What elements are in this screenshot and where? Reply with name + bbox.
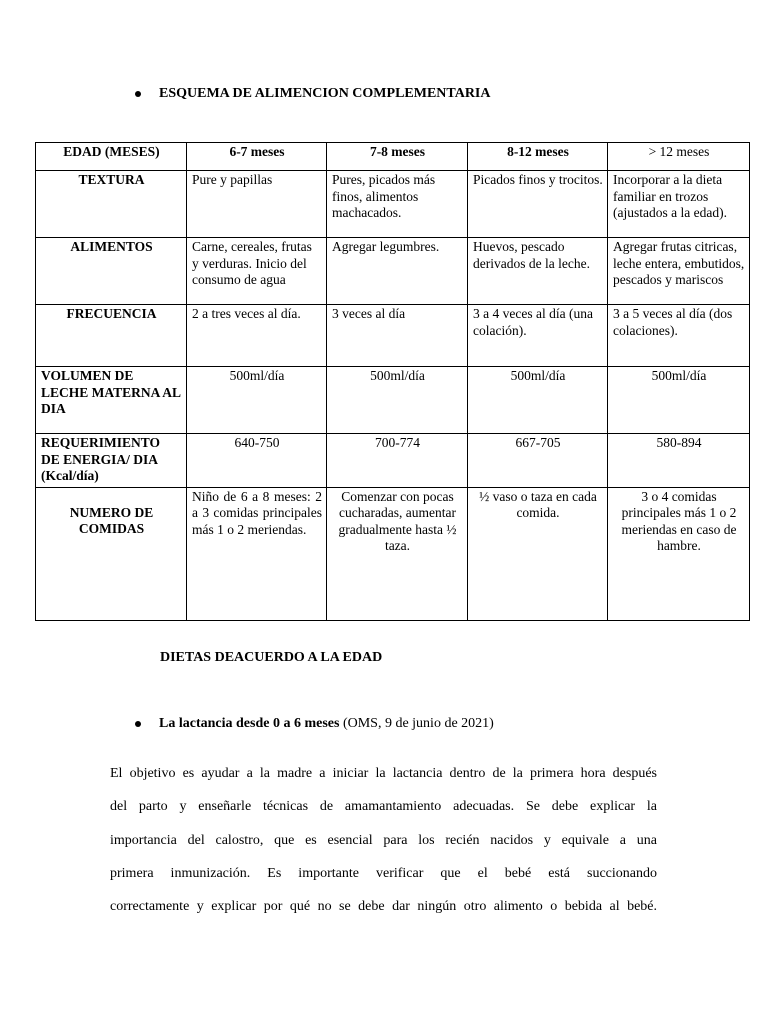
table-cell: 500ml/día xyxy=(327,367,468,434)
table-cell: 667-705 xyxy=(468,434,608,488)
lactancia-line xyxy=(159,716,494,732)
table-row xyxy=(36,305,750,367)
table-cell: Pures, picados más finos, alimentos machacados. xyxy=(327,171,468,238)
heading-bullet xyxy=(135,86,491,102)
table-cell: 2 a tres veces al día. xyxy=(187,305,327,367)
table-row xyxy=(36,434,750,488)
table-cell: Incorporar a la dieta familiar en trozos (ajustados a la edad). xyxy=(608,171,750,238)
paragraph-line: del parto y enseñarle técnicas de amamantamiento adecuadas. Se debe explicar la xyxy=(110,799,657,815)
table-cell: 500ml/día xyxy=(468,367,608,434)
table-row xyxy=(36,171,750,238)
paragraph-line: correctamente y explicar por qué no se debe dar ningún otro alimento o bebida al bebé. xyxy=(110,899,657,915)
bullet-icon xyxy=(135,721,141,727)
row-label: ALIMENTOS xyxy=(36,238,187,305)
table-cell: 3 veces al día xyxy=(327,305,468,367)
table-cell: 3 a 5 veces al día (dos colaciones). xyxy=(608,305,750,367)
table-cell: 3 o 4 comidas principales más 1 o 2 meriendas en caso de hambre. xyxy=(608,487,750,620)
table-cell: 500ml/día xyxy=(608,367,750,434)
table-cell: 3 a 4 veces al día (una colación). xyxy=(468,305,608,367)
table-cell: Picados finos y trocitos. xyxy=(468,171,608,238)
table-cell: Carne, cereales, frutas y verduras. Inicio del consumo de agua xyxy=(187,238,327,305)
table-row xyxy=(36,487,750,620)
table-cell: Comenzar con pocas cucharadas, aumentar gradualmente hasta ½ taza. xyxy=(327,487,468,620)
table-cell: Agregar legumbres. xyxy=(327,238,468,305)
table-row xyxy=(36,367,750,434)
lactancia-title: La lactancia desde 0 a 6 meses xyxy=(159,716,340,731)
table-cell: Huevos, pescado derivados de la leche. xyxy=(468,238,608,305)
header-cell: 6-7 meses xyxy=(187,143,327,171)
header-cell: EDAD (MESES) xyxy=(36,143,187,171)
row-label: FRECUENCIA xyxy=(36,305,187,367)
table-cell: 500ml/día xyxy=(187,367,327,434)
feeding-schema-table xyxy=(35,142,750,621)
row-label: TEXTURA xyxy=(36,171,187,238)
row-label: NUMERO DE COMIDAS xyxy=(36,487,187,620)
table-row xyxy=(36,238,750,305)
lactancia-bullet xyxy=(135,716,494,732)
paragraph-line: importancia del calostro, que es esencial para los recién nacidos y equivale a una xyxy=(110,832,657,848)
header-cell: 7-8 meses xyxy=(327,143,468,171)
table-cell: Niño de 6 a 8 meses: 2 a 3 comidas principales más 1 o 2 meriendas. xyxy=(187,487,327,620)
header-cell: > 12 meses xyxy=(608,143,750,171)
table-cell: ½ vaso o taza en cada comida. xyxy=(468,487,608,620)
header-cell: 8-12 meses xyxy=(468,143,608,171)
section-title: DIETAS DEACUERDO A LA EDAD xyxy=(160,650,383,665)
paragraph-line: El objetivo es ayudar a la madre a iniciar la lactancia dentro de la primera hora después xyxy=(110,766,657,781)
table-header-row xyxy=(36,143,750,171)
row-label: REQUERIMIENTO DE ENERGIA/ DIA (Kcal/día) xyxy=(36,434,187,488)
row-label: VOLUMEN DE LECHE MATERNA AL DIA xyxy=(36,367,187,434)
table-cell: Agregar frutas citricas, leche entera, embutidos, pescados y mariscos xyxy=(608,238,750,305)
paragraph-line: primera inmunización. Es importante verificar que el bebé está succionando xyxy=(110,865,657,881)
table-cell: Pure y papillas xyxy=(187,171,327,238)
table-cell: 580-894 xyxy=(608,434,750,488)
lactancia-paragraph xyxy=(110,757,657,923)
table-cell: 640-750 xyxy=(187,434,327,488)
lactancia-source: (OMS, 9 de junio de 2021) xyxy=(339,716,494,731)
bullet-icon xyxy=(135,91,141,97)
page-heading: ESQUEMA DE ALIMENCION COMPLEMENTARIA xyxy=(159,86,491,101)
table-cell: 700-774 xyxy=(327,434,468,488)
